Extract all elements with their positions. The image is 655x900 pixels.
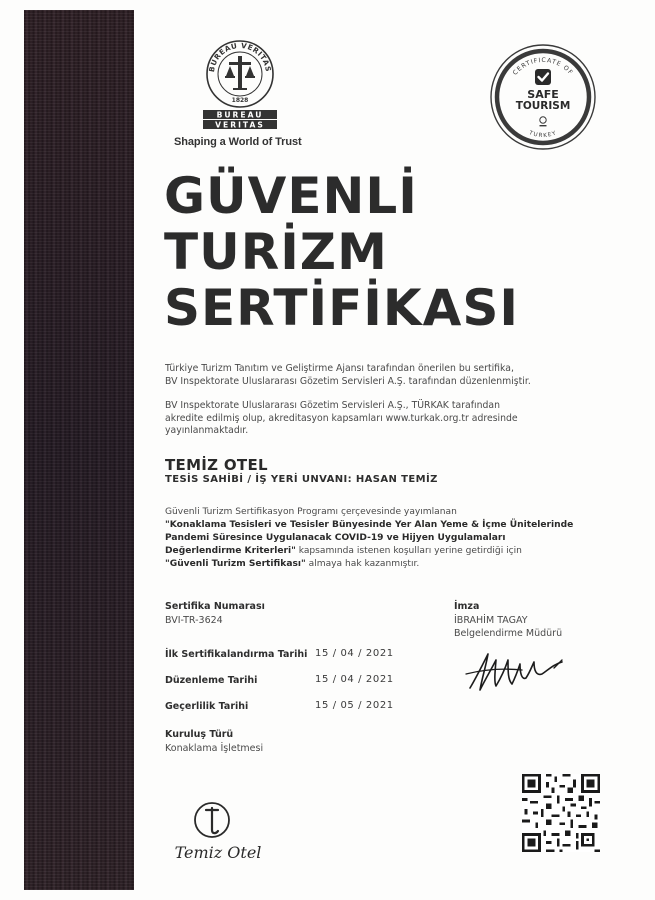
handwritten-signature (462, 648, 572, 696)
scope-line-3: Pandemi Süresince Uygulanacak COVID-19 ve Hijyen Uygulamaları (165, 533, 506, 543)
owner-line: TESİS SAHİBİ / İŞ YERİ UNVANI: HASAN TEMİZ (165, 474, 438, 485)
intro-line-2: BV Inspektorate Uluslararası Gözetim Servisleri A.Ş. tarafından düzenlenmiştir. (165, 375, 531, 387)
qr-code (522, 774, 600, 852)
certificate-number-label: Sertifika Numarası (165, 601, 265, 612)
scope-criteria-rest: kapsamında istenen koşulları yerine getirdiği için (295, 546, 522, 556)
checkmark-icon (535, 69, 551, 85)
title-line-1: GÜVENLİ (164, 167, 418, 225)
scope-criteria-bold: Değerlendirme Kriterleri" (165, 546, 296, 556)
temiz-otel-logo (170, 800, 270, 866)
accreditation-line-2: akredite edilmiş olup, akreditasyon kapsamları www.turkak.org.tr adresinde (165, 412, 518, 424)
validity-date-label: Geçerlilik Tarihi (165, 701, 249, 712)
title-line-2: TURİZM (164, 223, 388, 281)
scope-cert-bold: "Güvenli Turizm Sertifikası" (165, 559, 306, 569)
organization-type-label: Kuruluş Türü (165, 729, 234, 740)
bv-year: 1828 (231, 97, 249, 104)
issue-date-label: Düzenleme Tarihi (165, 675, 258, 686)
certificate-title (164, 168, 519, 336)
seal-safe-text: SAFE (527, 88, 559, 101)
signatory-name: İBRAHİM TAGAY (454, 615, 528, 626)
bureau-veritas-logo (200, 38, 280, 130)
safe-tourism-seal (488, 42, 598, 152)
scope-line-4 (165, 545, 573, 558)
scope-cert-rest: almaya hak kazanmıştır. (305, 559, 420, 569)
intro-paragraph (165, 363, 531, 388)
validity-date-value: 15 / 05 / 2021 (315, 700, 394, 711)
first-cert-date-value: 15 / 04 / 2021 (315, 648, 394, 659)
bv-block-text-1: BUREAU (216, 110, 264, 120)
intro-line-1: Türkiye Turizm Tanıtım ve Geliştirme Ajansı tarafından önerilen bu sertifika, (165, 363, 514, 374)
bv-tagline: Shaping a World of Trust (174, 136, 302, 148)
scope-line-5 (165, 558, 573, 571)
first-cert-date-label: İlk Sertifikalandırma Tarihi (165, 649, 308, 660)
seal-tourism-text: TOURISM (515, 100, 571, 112)
scope-line-1: Güvenli Turizm Sertifikasyon Programı çerçevesinde yayımlanan (165, 507, 457, 517)
scope-line-2: "Konaklama Tesisleri ve Tesisler Bünyesinde Yer Alan Yeme & İçme Ünitelerinde (165, 520, 574, 530)
seal-bottom-text: TURKEY (528, 130, 558, 140)
certificate-number-value: BVI-TR-3624 (165, 615, 223, 626)
accreditation-line-1: BV Inspektorate Uluslararası Gözetim Servisleri A.Ş., TÜRKAK tarafından (165, 400, 500, 411)
issue-date-value: 15 / 04 / 2021 (315, 674, 394, 685)
temiz-otel-logo-text: Temiz Otel (174, 843, 262, 862)
seal-top-text: CERTIFICATE OF (511, 56, 575, 77)
bv-block-text-2: VERITAS (215, 120, 265, 130)
accreditation-line-3: yayınlanmaktadır. (165, 425, 249, 436)
accreditation-paragraph (165, 400, 518, 438)
scope-paragraph (165, 506, 573, 571)
hotel-name: TEMİZ OTEL (165, 456, 268, 474)
organization-type-value: Konaklama İşletmesi (165, 743, 264, 754)
decorative-side-band (24, 10, 134, 890)
svg-text:TURKEY (527, 130, 558, 139)
title-line-3: SERTİFİKASI (164, 279, 519, 337)
signatory-title: Belgelendirme Müdürü (454, 628, 563, 639)
bv-arc-text: BUREAU VERITAS (206, 40, 274, 73)
signature-label: İmza (454, 601, 480, 612)
